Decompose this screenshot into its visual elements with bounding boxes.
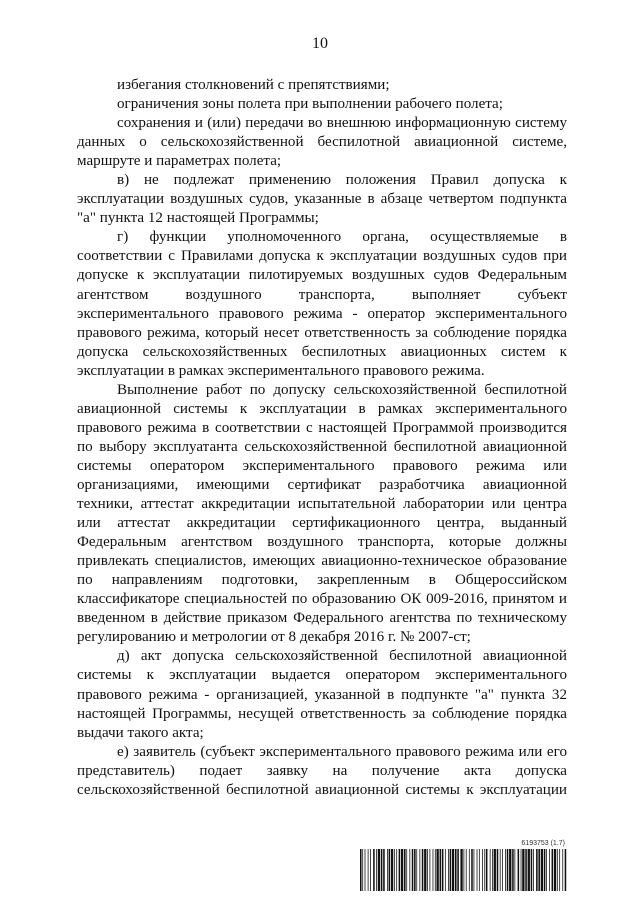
barcode-code: 6193753 (1.7) — [521, 840, 565, 847]
paragraph-3: сохранения и (или) передачи во внешнюю информационную систему данных о сельскохозяйственной беспилотной авиационной системе, маршруте и параметрах полета; — [77, 115, 567, 170]
paragraph-8: е) заявитель (субъект экспериментального правового режима или его представитель) подает заявку на получение акта допуска сельскохозяйственной беспилотной авиационной системы к эксплуатации — [77, 743, 567, 798]
paragraph-7: д) акт допуска сельскохозяйственной беспилотной авиационной системы к эксплуатации выдается оператором экспериментального правового режима - организацией, указанной в подпункте "а" пункта 32 настоящей Программы, несущей ответственность за соблюдение порядка выдачи такого акта; — [77, 648, 567, 741]
paragraph-5: г) функции уполномоченного органа, осуществляемые в соответствии с Правилами допуска к эксплуатации воздушных судов при допуске к эксплуатации пилотируемых воздушных судов Федеральным агентством воздушного транспорта, выполняет субъект экспериментального правового режима - оператор экспериментального правового режима, который несет ответственность за соблюдение порядка допуска сельскохозяйственных беспилотных авиационных систем к эксплуатации в рамках экспериментального правового режима. — [77, 229, 567, 379]
paragraph-2: ограничения зоны полета при выполнении рабочего полета; — [117, 96, 503, 113]
paragraph-6: Выполнение работ по допуску сельскохозяйственной беспилотной авиационной системы к эксплуатации в рамках экспериментального правового режима в соответствии с настоящей Программой производится по выбору эксплуатанта сельскохозяйственной беспилотной авиационной системы оператором экспериментального правового режима или организациями, имеющими сертификат разработчика авиационной техники, аттестат аккредитации испытательной лаборатории или центра или аттестат аккредитации сертификационного центра, выданный Федеральным агентством воздушного транспорта, которые должны привлекать специалистов, имеющих авиационно-техническое образование по направлениям подготовки, закрепленным в Общероссийском классификаторе специальностей по образованию ОК 009-2016, принятом и введенном в действие приказом Федерального агентства по техническому регулированию и метрологии от 8 декабря 2016 г. № 2007-ст; — [77, 381, 567, 646]
paragraph-1: избегания столкновений с препятствиями; — [117, 77, 390, 93]
page-number: 10 — [312, 35, 328, 52]
barcode-block — [360, 840, 567, 892]
barcode-icon — [360, 849, 567, 891]
document-body — [77, 76, 567, 800]
paragraph-4: в) не подлежат применению положения Правил допуска к эксплуатации воздушных судов, указанные в абзаце четвертом подпункта "а" пункта 12 настоящей Программы; — [77, 172, 567, 227]
